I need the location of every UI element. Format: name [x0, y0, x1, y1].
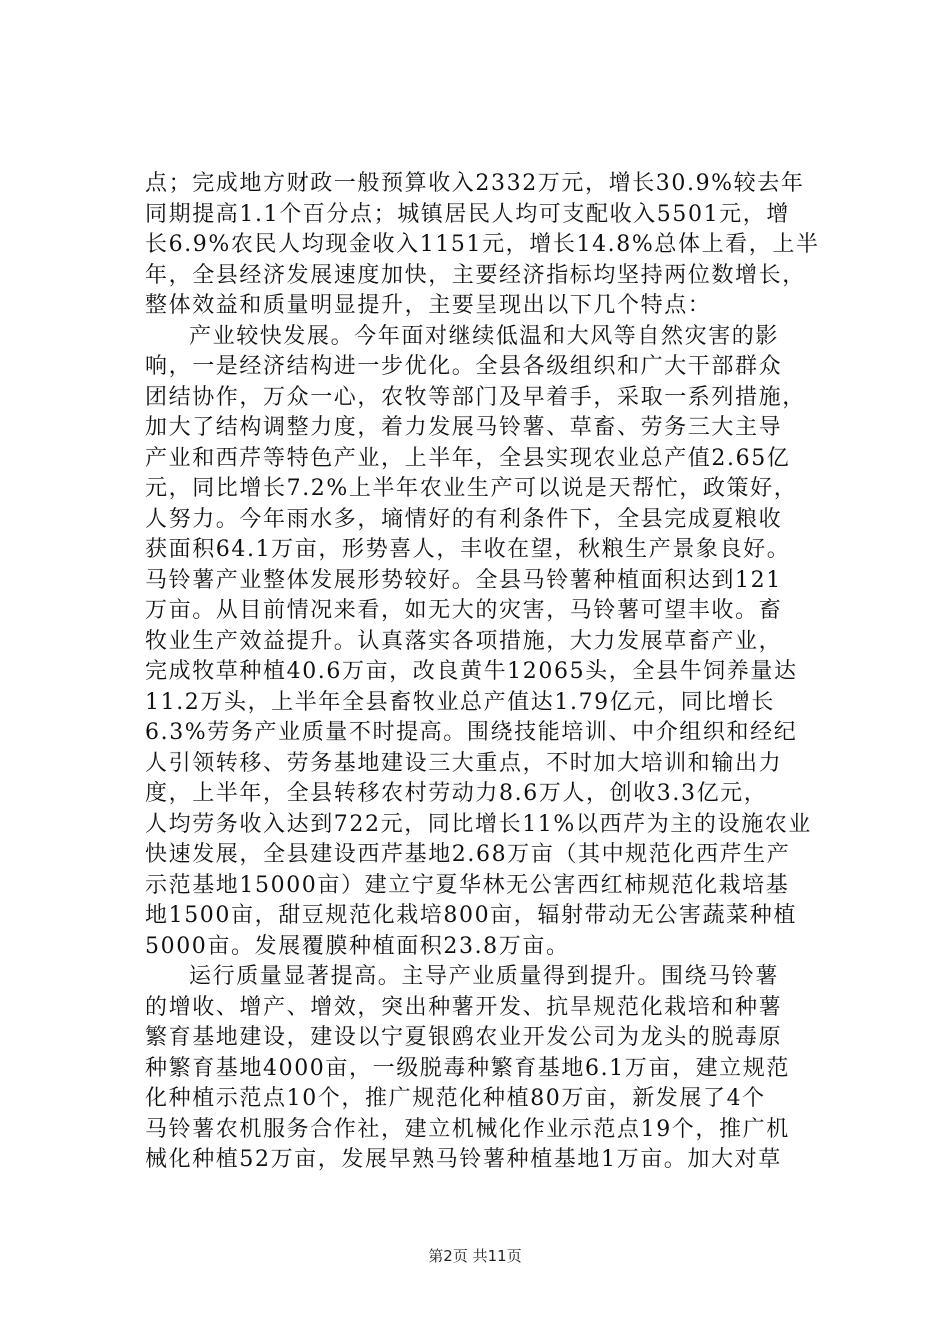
text-line: 5000亩。发展覆膜种植面积23.8万亩。: [145, 933, 570, 959]
text-line: 人引领转移、劳务基地建设三大重点，不时加大培训和输出力: [145, 750, 783, 776]
body-text: [145, 169, 835, 1176]
text-line: 牧业生产效益提升。认真落实各项措施，大力发展草畜产业，: [145, 628, 783, 654]
text-line: 完成牧草种植40.6万亩，改良黄牛12065头，全县牛饲养量达: [145, 659, 798, 684]
text-line: 产业和西芹等特色产业，上半年，全县实现农业总产值2.65亿: [145, 445, 791, 471]
text-line: 种繁育基地4000亩，一级脱毒种繁育基地6.1万亩，建立规范: [145, 1055, 790, 1081]
text-line: 产业较快发展。今年面对继续低温和大风等自然灾害的影: [189, 323, 780, 349]
text-line: 地1500亩，甜豆规范化栽培800亩，辐射带动无公害蔬菜种植: [145, 903, 797, 928]
text-line: 11.2万头，上半年全县畜牧业总产值达1.79亿元，同比增长: [145, 689, 775, 715]
text-line: 运行质量显著提高。主导产业质量得到提升。围绕马铃薯: [189, 964, 780, 989]
text-line: 长6.9%农民人均现金收入1151元，增长14.8%总体上看，上半: [145, 232, 820, 257]
text-line: 械化种植52万亩，发展早熟马铃薯种植基地1万亩。加大对草: [145, 1147, 782, 1172]
text-line: 获面积64.1万亩，形势喜人，丰收在望，秋粮生产景象良好。: [145, 537, 791, 562]
text-line: 马铃薯农机服务合作社，建立机械化作业示范点19个，推广机: [145, 1116, 790, 1142]
text-line: 6.3%劳务产业质量不时提高。围绕技能培训、中介组织和经纪: [145, 720, 798, 745]
text-line: 元，同比增长7.2%上半年农业生产可以说是天帮忙，政策好，: [145, 476, 798, 501]
text-line: 繁育基地建设，建设以宁夏银鸥农业开发公司为龙头的脱毒原: [145, 1025, 783, 1050]
text-line: 团结协作，万众一心，农牧等部门及早着手，采取一系列措施，: [145, 384, 806, 410]
text-line: 年，全县经济发展速度加快，主要经济指标均坚持两位数增长，: [145, 262, 806, 288]
text-line: 人均劳务收入达到722元，同比增长11%以西芹为主的设施农业: [145, 811, 812, 837]
text-line: 同期提高1.1个百分点；城镇居民人均可支配收入5501元，增: [145, 201, 790, 227]
text-line: 的增收、增产、增效，突出种薯开发、抗旱规范化栽培和种薯: [145, 994, 783, 1020]
text-line: 万亩。从目前情况来看，如无大的灾害，马铃薯可望丰收。畜: [145, 598, 783, 623]
text-line: 马铃薯产业整体发展形势较好。全县马铃薯种植面积达到121: [145, 567, 782, 593]
text-line: 加大了结构调整力度，着力发展马铃薯、草畜、劳务三大主导: [145, 415, 783, 440]
text-line: 示范基地15000亩）建立宁夏华林无公害西红柿规范化栽培基: [145, 872, 790, 898]
text-line: 整体效益和质量明显提升，主要呈现出以下几个特点：: [145, 293, 712, 318]
text-line: 化种植示范点10个，推广规范化种植80万亩，新发展了4个: [145, 1086, 766, 1111]
text-line: 响，一是经济结构进一步优化。全县各级组织和广大干部群众: [145, 354, 783, 379]
text-line: 人努力。今年雨水多，墒情好的有利条件下，全县完成夏粮收: [145, 506, 783, 532]
text-line: 点；完成地方财政一般预算收入2332万元，增长30.9%较去年: [145, 171, 805, 196]
text-line: 度，上半年，全县转移农村劳动力8.6万人，创收3.3亿元，: [145, 781, 768, 806]
page-footer: 第2页 共11页: [428, 1247, 522, 1265]
text-line: 快速发展，全县建设西芹基地2.68万亩（其中规范化西芹生产: [145, 842, 791, 867]
